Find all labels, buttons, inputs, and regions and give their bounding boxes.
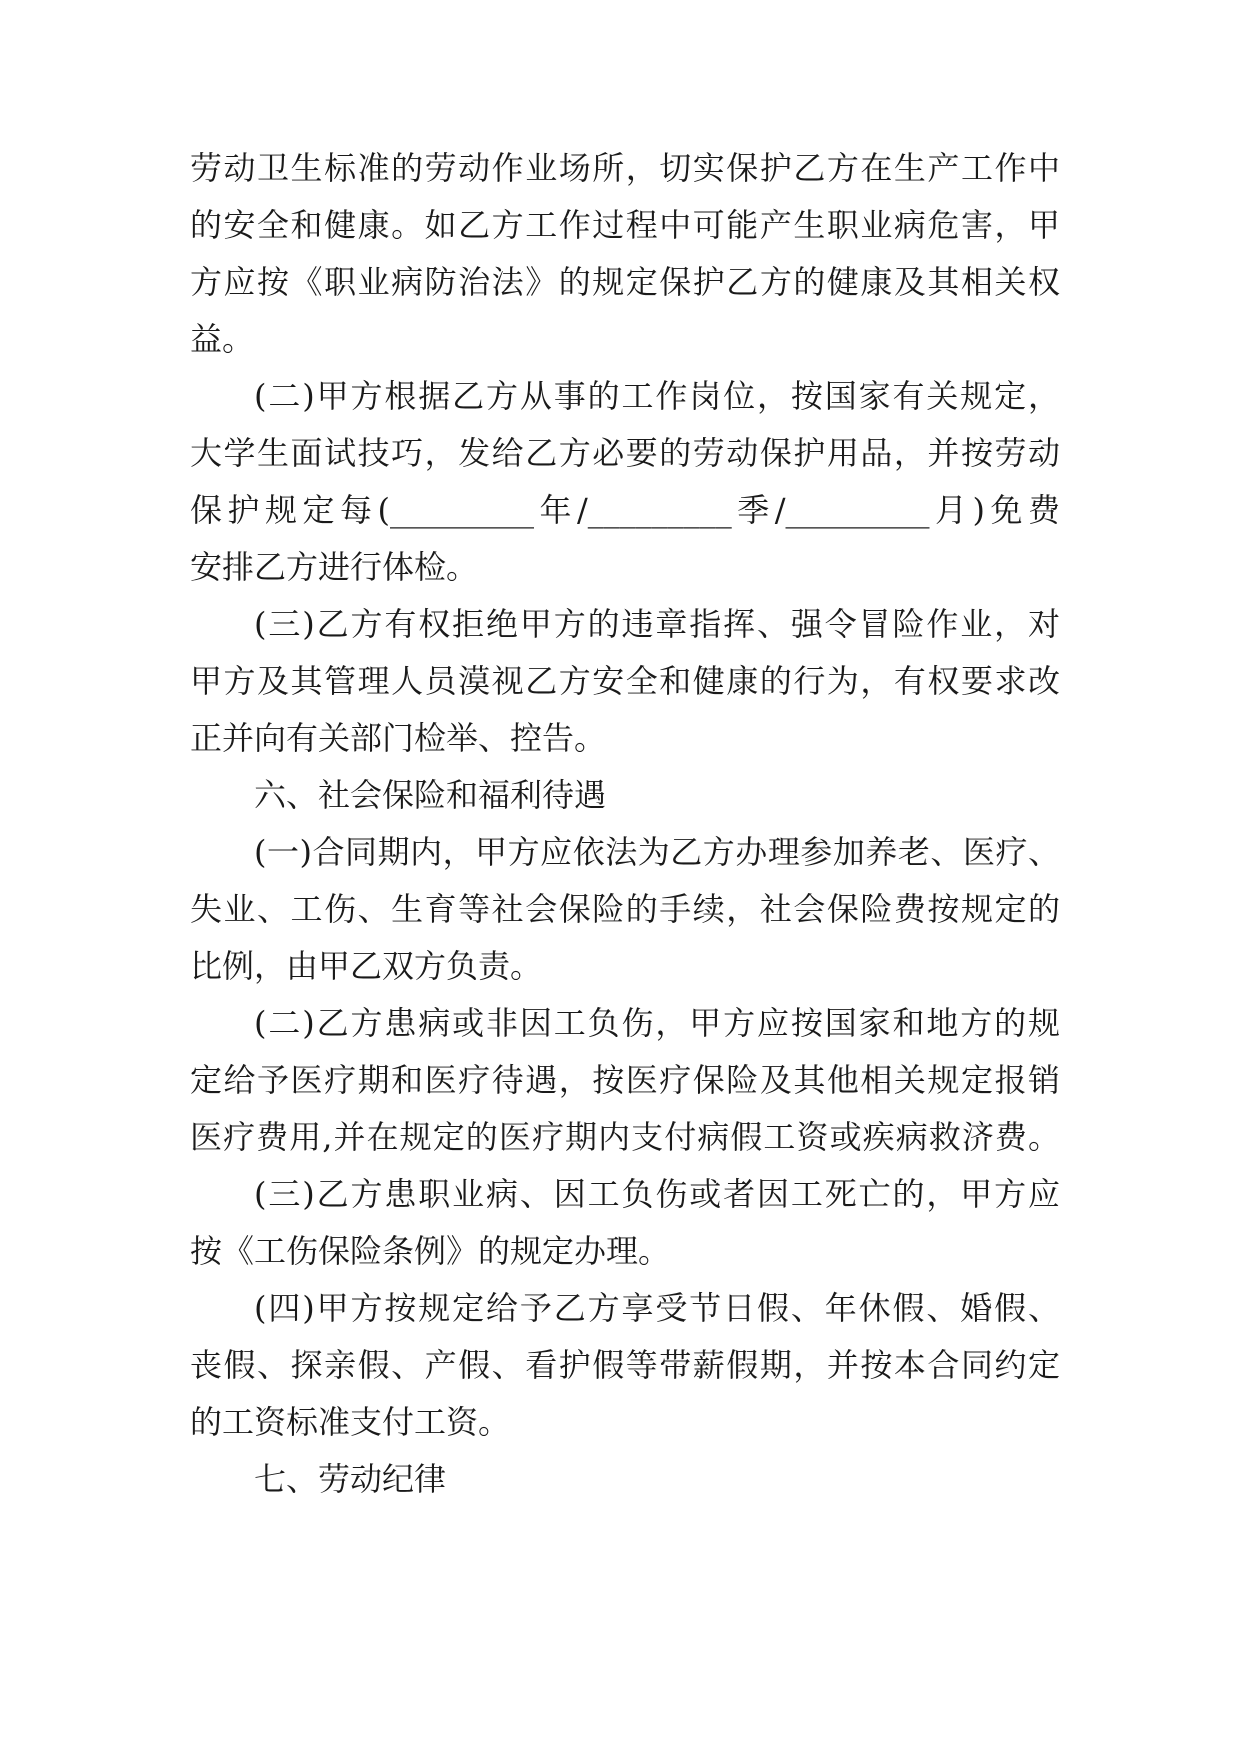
text-line: 劳动卫生标准的劳动作业场所，切实保护乙方在生产工作中 — [190, 149, 1060, 187]
text-line: 的安全和健康。如乙方工作过程中可能产生职业病危害，甲 — [190, 206, 1060, 244]
section-heading: 六、社会保险和福利待遇 — [254, 776, 607, 814]
text-line: 大学生面试技巧，发给乙方必要的劳动保护用品，并按劳动 — [190, 434, 1060, 472]
paragraph-start: (二)甲方根据乙方从事的工作岗位，按国家有关规定， — [254, 377, 1060, 415]
paragraph-start: (四)甲方按规定给予乙方享受节日假、年休假、婚假、 — [254, 1289, 1060, 1327]
text-line: 失业、工伤、生育等社会保险的手续，社会保险费按规定的 — [190, 890, 1060, 928]
text-line: 丧假、探亲假、产假、看护假等带薪假期，并按本合同约定 — [190, 1346, 1060, 1384]
text-line: 比例，由甲乙双方负责。 — [190, 947, 543, 985]
text-line: 甲方及其管理人员漠视乙方安全和健康的行为，有权要求改 — [190, 662, 1060, 700]
text-line: 正并向有关部门检举、控告。 — [190, 719, 607, 757]
text-line: 保护规定每(_________年/_________季/_________月)免费 — [190, 491, 1060, 529]
text-line: 医疗费用,并在规定的医疗期内支付病假工资或疾病救济费。 — [190, 1118, 1060, 1156]
text-line: 方应按《职业病防治法》的规定保护乙方的健康及其相关权 — [190, 263, 1060, 301]
text-line: 定给予医疗期和医疗待遇，按医疗保险及其他相关规定报销 — [190, 1061, 1060, 1099]
paragraph-start: (三)乙方有权拒绝甲方的违章指挥、强令冒险作业，对 — [254, 605, 1060, 643]
paragraph-start: (三)乙方患职业病、因工负伤或者因工死亡的，甲方应 — [254, 1175, 1060, 1213]
paragraph-start: (一)合同期内，甲方应依法为乙方办理参加养老、医疗、 — [254, 833, 1060, 871]
text-line: 安排乙方进行体检。 — [190, 548, 479, 586]
paragraph-start: (二)乙方患病或非因工负伤，甲方应按国家和地方的规 — [254, 1004, 1060, 1042]
text-line: 按《工伤保险条例》的规定办理。 — [190, 1232, 671, 1270]
section-heading: 七、劳动纪律 — [254, 1460, 447, 1498]
text-line: 的工资标准支付工资。 — [190, 1403, 511, 1441]
text-line: 益。 — [190, 320, 255, 358]
